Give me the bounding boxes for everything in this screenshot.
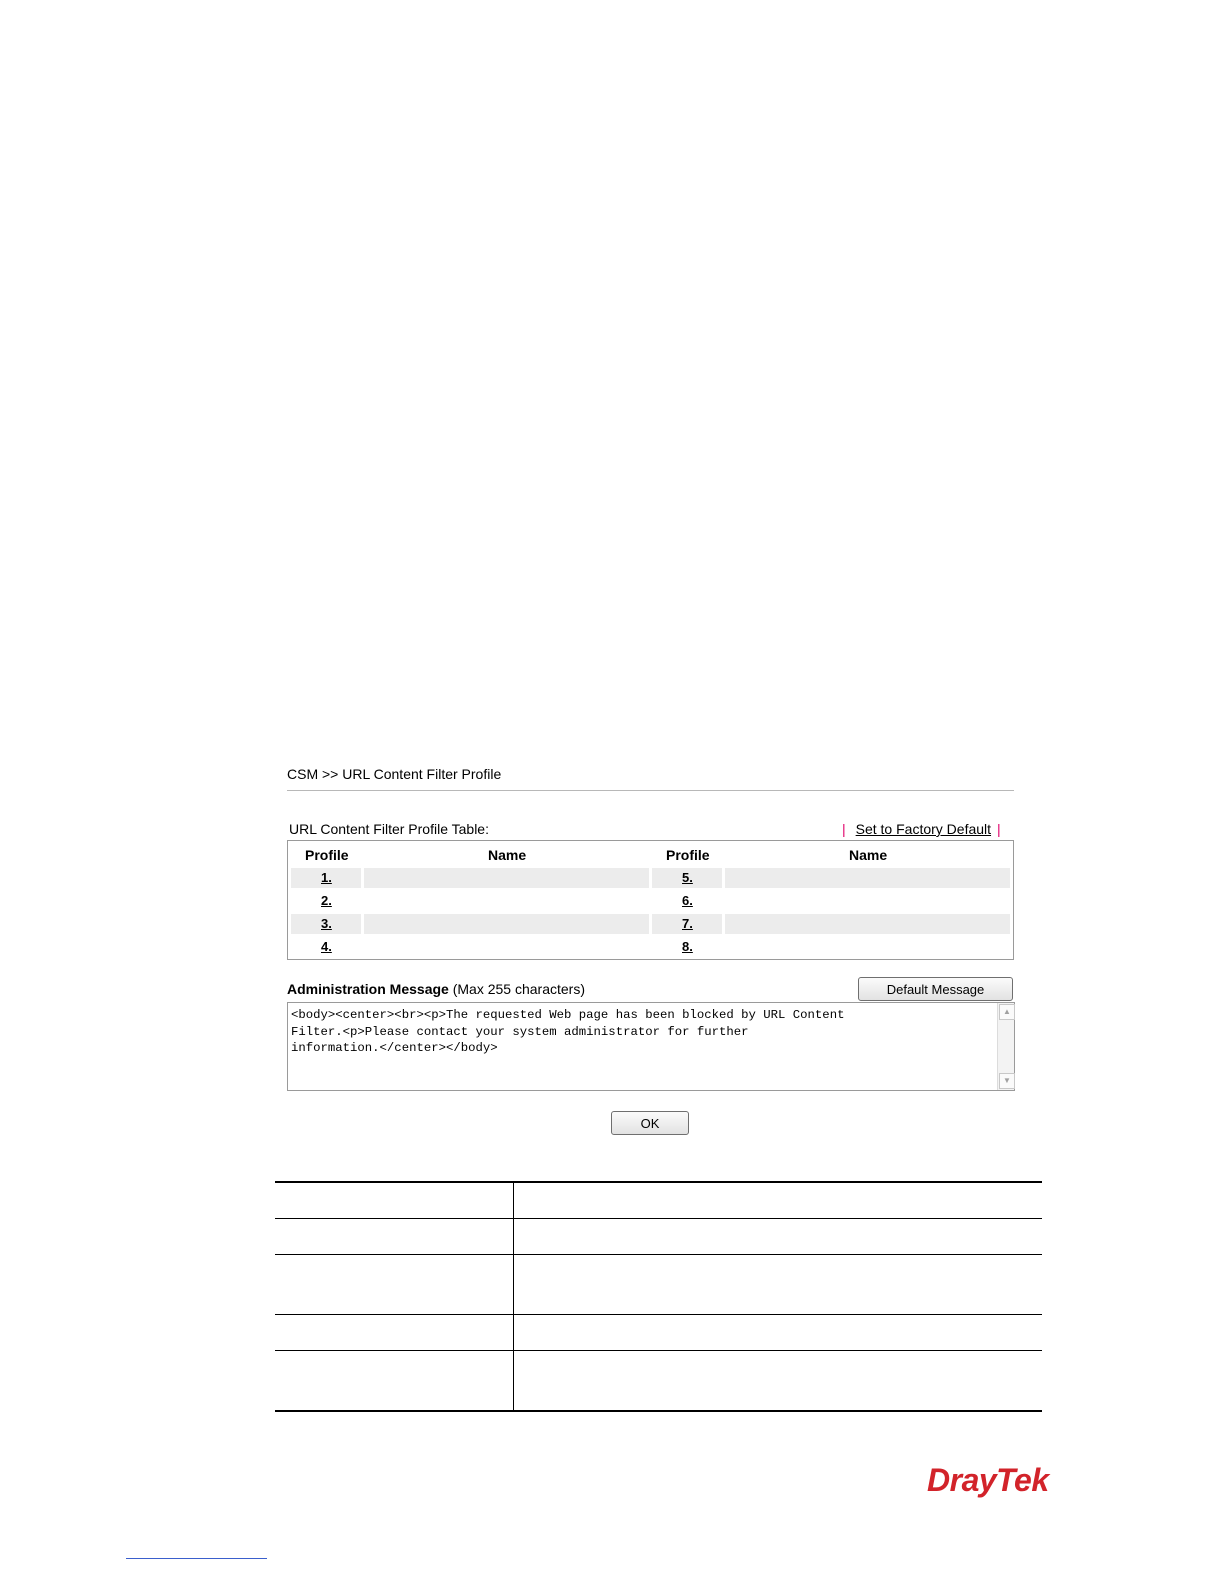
profile-table-title: URL Content Filter Profile Table: (289, 821, 489, 837)
profile-name-5 (725, 868, 1010, 888)
profile-link-6[interactable]: 6. (682, 893, 693, 908)
profile-link-4[interactable]: 4. (321, 939, 332, 954)
scroll-up-icon[interactable]: ▲ (999, 1004, 1015, 1020)
separator-left: | (842, 821, 846, 837)
table-rule-top (275, 1181, 1042, 1183)
profile-name-2 (364, 891, 649, 911)
profile-link-2[interactable]: 2. (321, 893, 332, 908)
profile-name-6 (725, 891, 1010, 911)
column-header-name-right: Name (849, 847, 888, 863)
admin-message-textarea[interactable] (287, 1002, 1015, 1091)
table-rule (275, 1314, 1042, 1315)
profile-name-3 (364, 914, 649, 934)
title-divider (287, 790, 1014, 791)
table-rule (275, 1350, 1042, 1351)
table-row (291, 914, 1010, 934)
column-header-profile-left: Profile (305, 847, 349, 863)
default-message-button[interactable]: Default Message (858, 977, 1013, 1001)
textarea-scrollbar[interactable] (997, 1003, 1014, 1090)
table-column-divider (513, 1182, 514, 1412)
profile-link-8[interactable]: 8. (682, 939, 693, 954)
table-row (291, 937, 1010, 957)
column-header-profile-right: Profile (666, 847, 710, 863)
table-row (291, 868, 1010, 888)
profile-name-4 (364, 937, 649, 957)
profile-link-5[interactable]: 5. (682, 870, 693, 885)
set-factory-default-link[interactable]: Set to Factory Default (855, 821, 992, 837)
separator-right: | (997, 821, 1001, 837)
factory-default-group (842, 821, 1001, 837)
page-title: CSM >> URL Content Filter Profile (287, 766, 502, 782)
table-rule (275, 1254, 1042, 1255)
profile-name-7 (725, 914, 1010, 934)
ok-button[interactable]: OK (611, 1111, 689, 1135)
admin-message-label (287, 981, 585, 997)
profile-link-3[interactable]: 3. (321, 916, 332, 931)
profile-name-8 (725, 937, 1010, 957)
footer-rule (126, 1558, 267, 1559)
profile-link-7[interactable]: 7. (682, 916, 693, 931)
table-rule-bottom (275, 1410, 1042, 1412)
column-header-name-left: Name (488, 847, 527, 863)
admin-message-label-bold: Administration Message (287, 981, 449, 997)
profile-name-1 (364, 868, 649, 888)
admin-message-limit-note: (Max 255 characters) (452, 981, 585, 997)
table-row (291, 891, 1010, 911)
draytek-logo: DrayTek (927, 1462, 1049, 1498)
table-rule (275, 1218, 1042, 1219)
profile-link-1[interactable]: 1. (321, 870, 332, 885)
admin-message-text[interactable]: <body><center><br><p>The requested Web page has been blocked by URL Content Filter.<p>Please contact your system administrator for further information.</center></body> (291, 1008, 845, 1056)
scroll-down-icon[interactable]: ▼ (999, 1073, 1015, 1089)
profile-table (287, 840, 1014, 960)
